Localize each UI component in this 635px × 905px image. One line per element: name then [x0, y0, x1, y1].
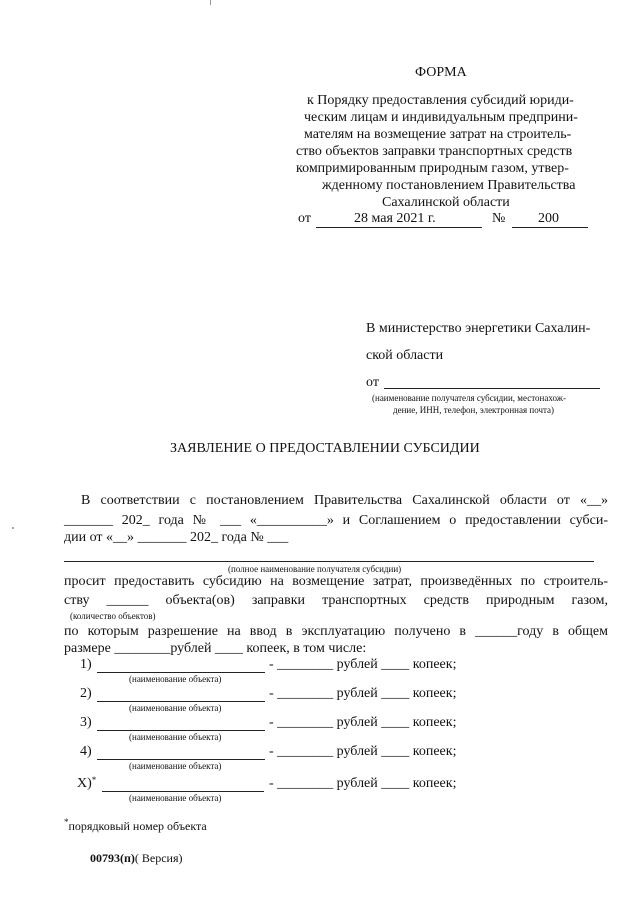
header-line-5: компримированным природным газом, утвер-: [296, 161, 569, 176]
object-number: 1): [80, 657, 92, 672]
header-line-1: к Порядку предоставления субсидий юриди-: [307, 93, 574, 108]
scan-speck: [12, 527, 14, 529]
addressee-note-2: дение, ИНН, телефон, электронная почта): [393, 405, 555, 415]
footnote-star: *: [64, 817, 69, 827]
object-name-underline: [97, 701, 265, 702]
form-title: ФОРМА: [415, 65, 467, 80]
object-name-underline: [97, 759, 265, 760]
object-number: 2): [80, 686, 92, 701]
body-line-1: В соответствии с постановлением Правительства Сахалинской области от «__»: [81, 493, 608, 508]
object-name-underline: [97, 672, 265, 673]
body-line-3: дии от «__» _______ 202_ года № ___: [64, 530, 289, 545]
body-line-6: по которым разрешение на ввод в эксплуатацию получено в ______году в общем: [64, 624, 608, 639]
object-note: (наименование объекта): [129, 732, 222, 742]
header-line-4: ство объектов заправки транспортных средств: [296, 144, 573, 159]
body-line-7: размере ________рублей ____ копеек, в том числе:: [64, 641, 367, 656]
scan-mark: [210, 0, 211, 5]
object-note: (наименование объекта): [129, 703, 222, 713]
header-number: 200: [538, 211, 559, 226]
number-underline: [512, 227, 588, 228]
header-line-3: мателям на возмещение затрат на строитель-: [304, 127, 572, 142]
object-sum: - ________ рублей ____ копеек;: [269, 715, 457, 730]
addressee-line-2: ской области: [366, 348, 444, 363]
addressee-underline: [384, 388, 600, 389]
recipient-note: (полное наименование получателя субсидии): [228, 564, 402, 574]
object-number-text: X): [77, 776, 92, 791]
object-number: [77, 776, 96, 792]
object-number: 4): [80, 744, 92, 759]
addressee-note-1: (наименование получателя субсидии, местонахож-: [372, 393, 566, 403]
object-name-underline: [102, 791, 264, 792]
header-date: 28 мая 2021 г.: [354, 211, 436, 226]
count-note: (количество объектов): [70, 611, 156, 621]
document-title: ЗАЯВЛЕНИЕ О ПРЕДОСТАВЛЕНИИ СУБСИДИИ: [170, 441, 480, 456]
object-note: (наименование объекта): [129, 674, 222, 684]
object-sum: - ________ рублей ____ копеек;: [269, 657, 457, 672]
object-name-underline: [97, 730, 265, 731]
object-note: (наименование объекта): [129, 761, 222, 771]
footnote-text: порядковый номер объекта: [68, 819, 207, 833]
document-code-suffix: ( Версия): [134, 851, 183, 865]
addressee-line-1: В министерство энергетики Сахалин-: [366, 321, 591, 336]
header-from-label: от: [298, 211, 311, 226]
header-line-2: ческим лицам и индивидуальным предприни-: [304, 110, 578, 125]
body-line-2: _______ 202_ года № ___ «__________» и Соглашением о предоставлении субси-: [64, 513, 608, 528]
object-sum: - ________ рублей ____ копеек;: [269, 686, 457, 701]
document-code-number: 00793(п): [90, 851, 135, 865]
date-underline: [316, 227, 482, 228]
object-number: 3): [80, 715, 92, 730]
body-line-4: просит предоставить субсидию на возмещение затрат, произведённых по строитель-: [64, 574, 608, 589]
object-star: *: [91, 775, 97, 785]
object-sum: - ________ рублей ____ копеек;: [269, 744, 457, 759]
addressee-from-label: от: [366, 375, 379, 390]
header-line-7: Сахалинской области: [382, 195, 510, 210]
object-sum: - ________ рублей ____ копеек;: [269, 776, 457, 791]
header-line-6: жденному постановлением Правительства: [322, 178, 576, 193]
recipient-underline: [64, 561, 594, 562]
footnote: [64, 818, 207, 834]
object-note: (наименование объекта): [129, 793, 222, 803]
header-number-label: №: [492, 211, 506, 226]
body-line-5: ству ______ объекта(ов) заправки транспортных средств природным газом,: [64, 593, 608, 608]
document-code: [90, 850, 183, 866]
